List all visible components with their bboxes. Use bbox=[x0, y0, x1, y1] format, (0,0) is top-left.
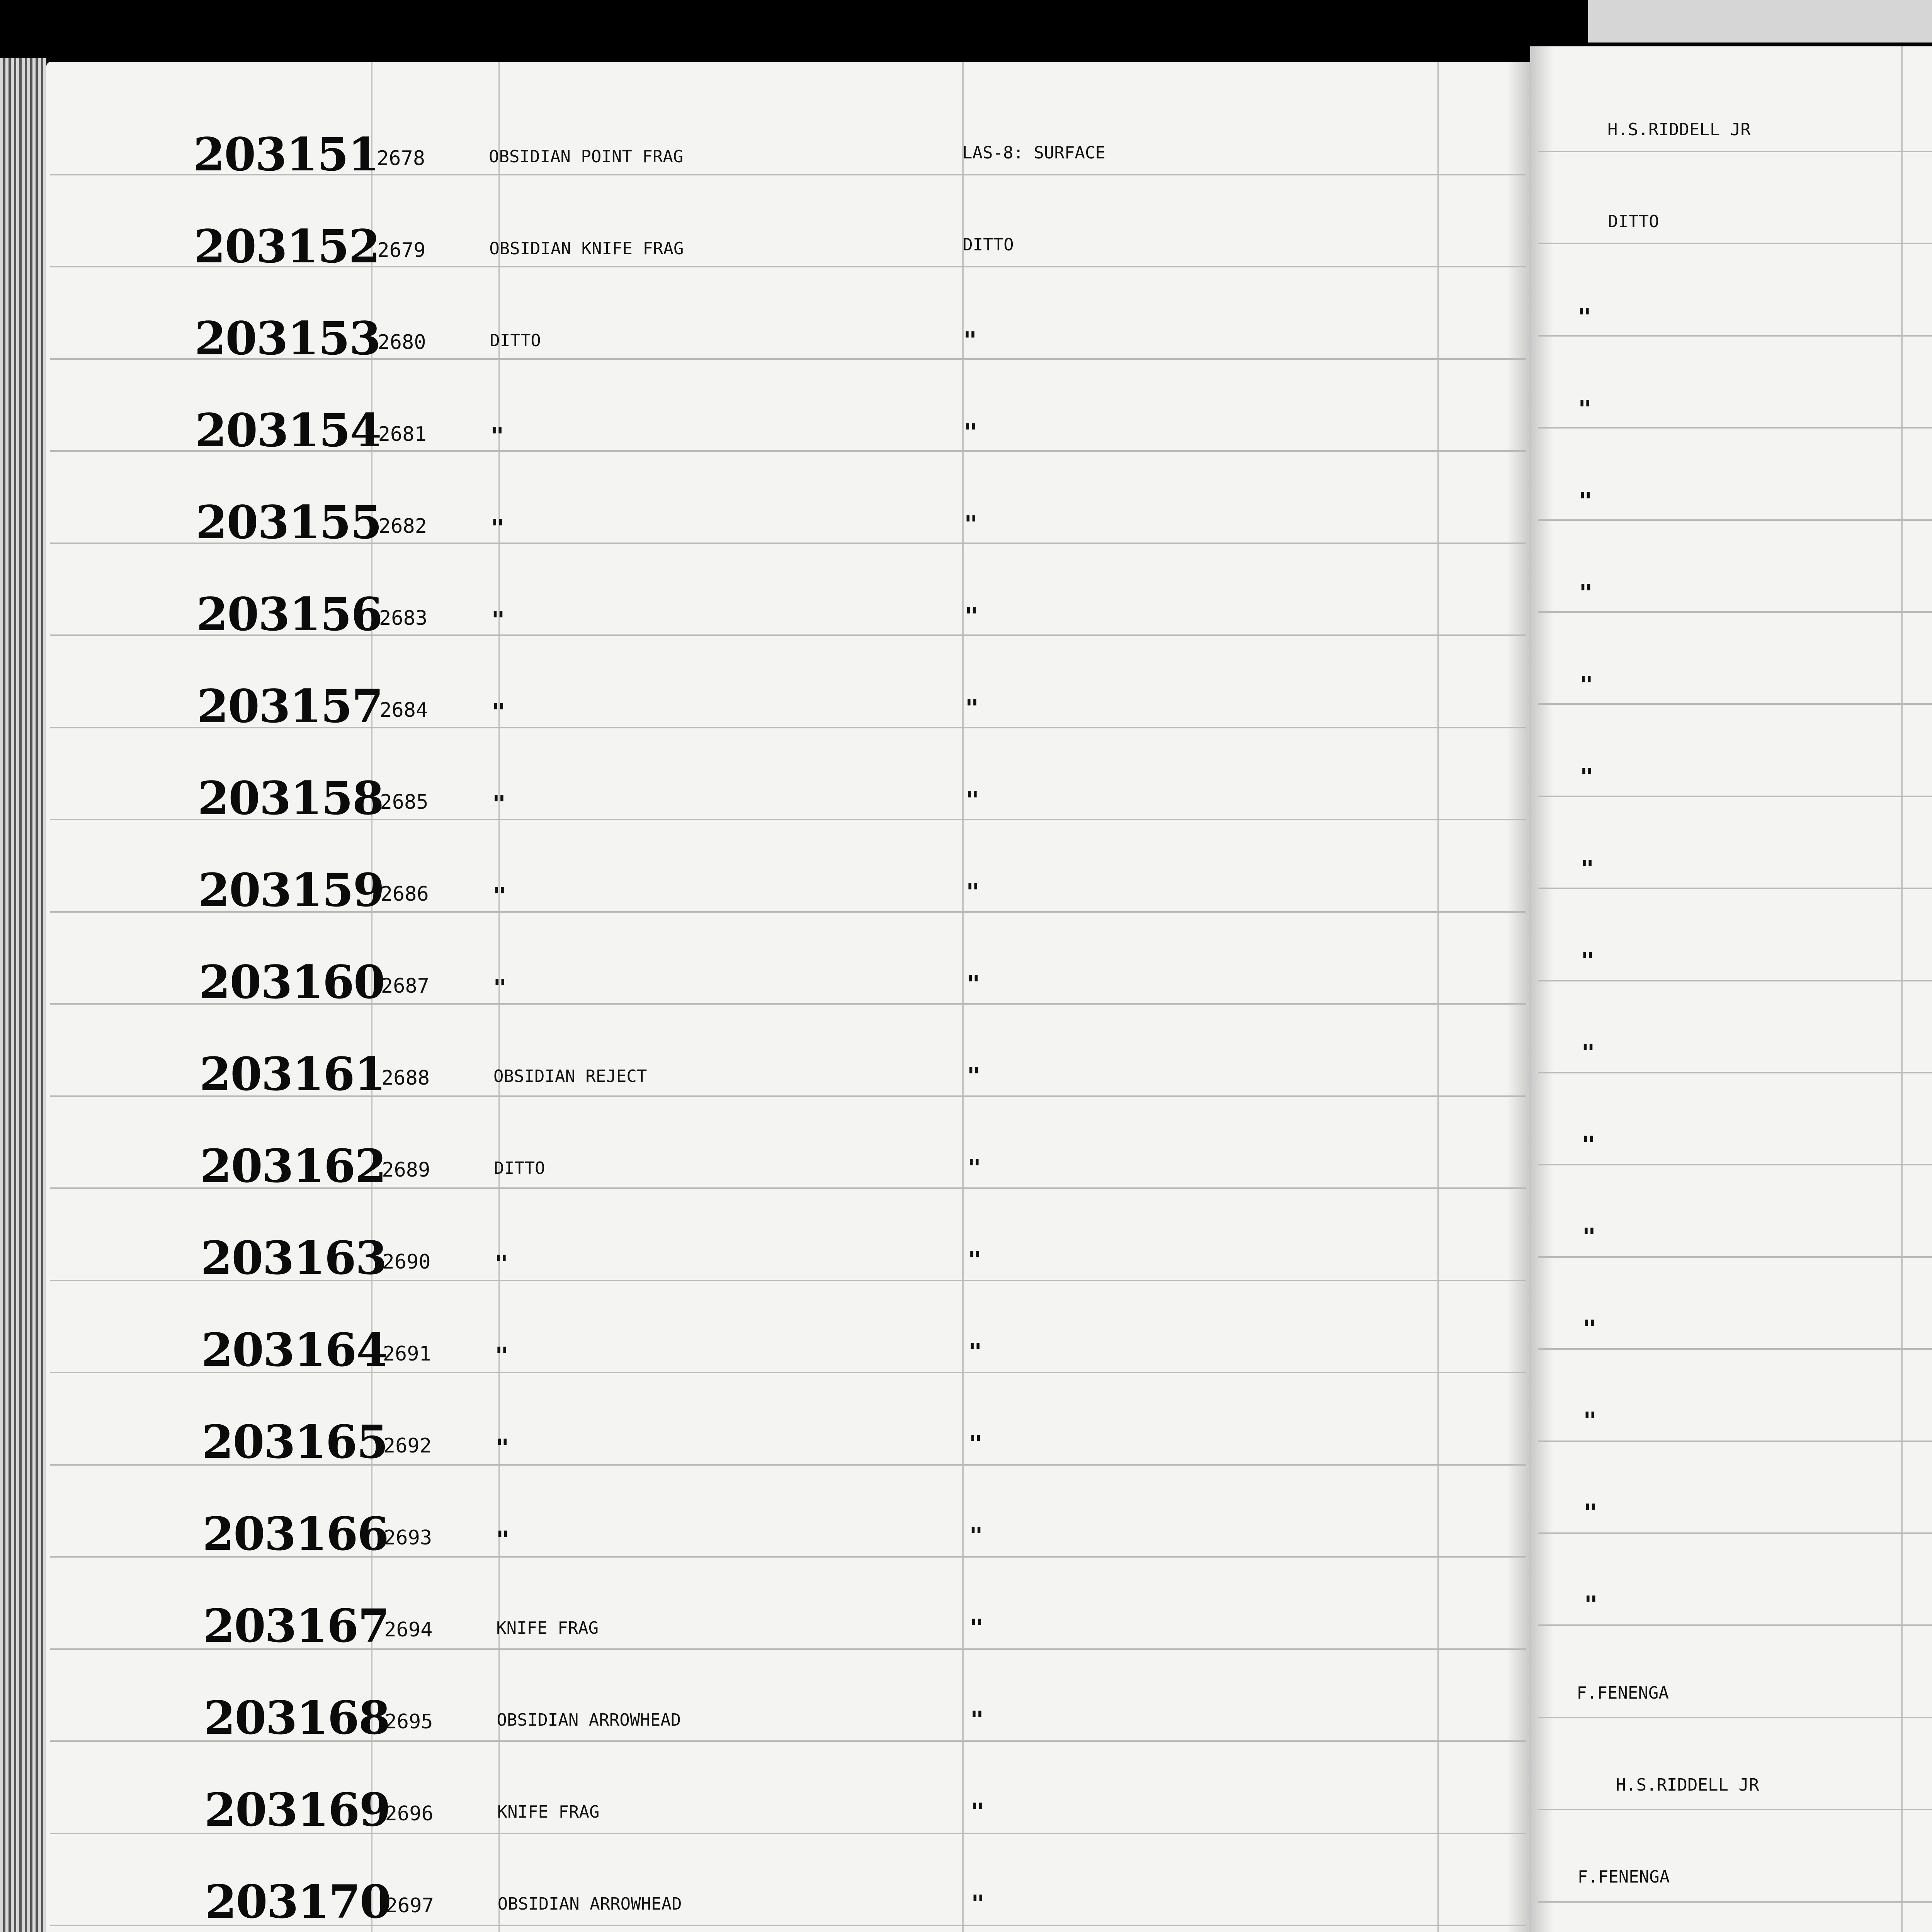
collector: " bbox=[1583, 1407, 1597, 1434]
field-number: 2689 bbox=[382, 1158, 430, 1182]
row-rule bbox=[1538, 611, 1932, 613]
field-number: 2685 bbox=[380, 791, 429, 814]
row-rule bbox=[1538, 151, 1932, 152]
catalog-number: 203157 bbox=[197, 679, 383, 733]
field-number: 2679 bbox=[377, 239, 426, 262]
row-rule bbox=[1538, 888, 1932, 889]
row-rule bbox=[1538, 1624, 1932, 1626]
locality: " bbox=[963, 419, 978, 446]
row-rule bbox=[1538, 1164, 1932, 1165]
field-number: 2687 bbox=[381, 975, 430, 998]
row-rule bbox=[1538, 1348, 1932, 1350]
field-number: 2696 bbox=[385, 1802, 434, 1825]
collector: " bbox=[1582, 1315, 1597, 1342]
locality: " bbox=[969, 1614, 984, 1641]
row-rule bbox=[1538, 1072, 1932, 1073]
collector: " bbox=[1583, 1499, 1598, 1526]
description: OBSIDIAN ARROWHEAD bbox=[497, 1894, 682, 1914]
collector: " bbox=[1577, 304, 1592, 331]
catalog-number: 203151 bbox=[193, 128, 379, 181]
catalog-number: 203165 bbox=[202, 1415, 388, 1469]
description: " bbox=[494, 1250, 509, 1277]
field-number: 2686 bbox=[380, 883, 429, 906]
locality: " bbox=[967, 1155, 981, 1182]
row-rule bbox=[1538, 1532, 1932, 1534]
catalog-number: 203154 bbox=[195, 403, 381, 457]
collector: " bbox=[1579, 580, 1593, 607]
description: OBSIDIAN KNIFE FRAG bbox=[489, 239, 684, 259]
locality: " bbox=[966, 879, 980, 906]
catalog-number: 203160 bbox=[199, 955, 385, 1009]
catalog-number: 203162 bbox=[200, 1139, 386, 1193]
field-number: 2688 bbox=[381, 1066, 430, 1090]
catalog-number: 203167 bbox=[203, 1599, 389, 1653]
field-number: 2680 bbox=[378, 331, 426, 354]
locality: " bbox=[965, 695, 979, 722]
description: DITTO bbox=[494, 1158, 545, 1178]
description: " bbox=[491, 607, 505, 634]
row-rule bbox=[1538, 519, 1932, 521]
collector: " bbox=[1578, 396, 1592, 423]
locality: DITTO bbox=[963, 235, 1014, 255]
left-page-edges bbox=[0, 58, 46, 1932]
locality: " bbox=[968, 1247, 982, 1274]
row-rule bbox=[1538, 980, 1932, 981]
row-rule bbox=[1538, 427, 1932, 429]
locality: " bbox=[966, 971, 980, 998]
catalog-number: 203156 bbox=[196, 587, 382, 641]
catalog-number: 203163 bbox=[201, 1231, 386, 1285]
locality: " bbox=[970, 1798, 985, 1825]
description: " bbox=[495, 1342, 509, 1369]
locality: " bbox=[968, 1430, 983, 1458]
collector: " bbox=[1580, 855, 1594, 883]
locality: " bbox=[967, 1063, 981, 1090]
catalog-number: 203169 bbox=[204, 1783, 390, 1837]
collector: F.FENENGA bbox=[1577, 1867, 1670, 1887]
field-number: 2682 bbox=[378, 515, 427, 538]
field-number: 2681 bbox=[378, 423, 427, 446]
description: DITTO bbox=[490, 331, 541, 350]
locality: " bbox=[968, 1338, 982, 1366]
catalog-number: 203152 bbox=[194, 219, 380, 273]
description: KNIFE FRAG bbox=[496, 1618, 599, 1638]
row-rule bbox=[1538, 1717, 1932, 1718]
row-rule bbox=[1538, 1440, 1932, 1442]
description: KNIFE FRAG bbox=[497, 1802, 600, 1822]
description: " bbox=[492, 883, 507, 910]
description: OBSIDIAN REJECT bbox=[493, 1066, 647, 1086]
row-rule bbox=[1538, 1809, 1932, 1810]
collector: " bbox=[1584, 1591, 1598, 1618]
catalog-number: 203168 bbox=[204, 1691, 389, 1745]
locality: " bbox=[964, 603, 979, 630]
description: " bbox=[493, 975, 507, 1002]
column-rule bbox=[1901, 46, 1903, 1932]
collector: H.S.RIDDELL JR bbox=[1616, 1775, 1759, 1795]
field-number: 2695 bbox=[384, 1710, 433, 1733]
description: " bbox=[490, 423, 504, 450]
collector: F.FENENGA bbox=[1577, 1683, 1669, 1703]
field-number: 2693 bbox=[384, 1526, 432, 1549]
catalog-number: 203158 bbox=[197, 771, 383, 825]
description: " bbox=[495, 1434, 509, 1461]
catalog-number: 203155 bbox=[196, 495, 382, 549]
catalog-number: 203159 bbox=[198, 863, 384, 917]
description: " bbox=[490, 515, 505, 542]
description: OBSIDIAN ARROWHEAD bbox=[497, 1710, 681, 1730]
description: OBSIDIAN POINT FRAG bbox=[489, 147, 684, 167]
field-number: 2692 bbox=[383, 1434, 432, 1458]
locality: LAS-8: SURFACE bbox=[962, 143, 1105, 163]
collector: " bbox=[1580, 947, 1595, 975]
locality: " bbox=[971, 1890, 985, 1917]
locality: " bbox=[964, 511, 978, 538]
catalog-number: 203170 bbox=[205, 1875, 391, 1929]
collector: " bbox=[1582, 1131, 1596, 1158]
catalog-number: 203166 bbox=[202, 1507, 388, 1561]
row-rule bbox=[1538, 703, 1932, 705]
catalog-number: 203161 bbox=[199, 1047, 385, 1101]
field-number: 2691 bbox=[383, 1342, 431, 1366]
collector: " bbox=[1579, 672, 1594, 699]
locality: " bbox=[970, 1706, 984, 1733]
catalog-number: 203153 bbox=[194, 311, 380, 365]
field-number: 2690 bbox=[382, 1250, 431, 1274]
column-rule bbox=[1437, 62, 1439, 1932]
description: " bbox=[496, 1526, 510, 1553]
page-tab bbox=[1588, 0, 1932, 43]
field-number: 2678 bbox=[377, 147, 425, 170]
locality: " bbox=[969, 1522, 983, 1549]
field-number: 2683 bbox=[379, 607, 428, 630]
row-rule bbox=[1538, 335, 1932, 337]
row-rule bbox=[1538, 796, 1932, 797]
collector: DITTO bbox=[1608, 212, 1659, 231]
locality: " bbox=[965, 787, 980, 814]
collector: " bbox=[1580, 764, 1594, 791]
field-number: 2694 bbox=[384, 1618, 433, 1641]
description: " bbox=[492, 791, 506, 818]
field-number: 2684 bbox=[379, 699, 428, 722]
collector: H.S.RIDDELL JR bbox=[1607, 120, 1751, 139]
row-rule bbox=[1538, 243, 1932, 244]
collector: " bbox=[1582, 1223, 1596, 1250]
collector: " bbox=[1578, 488, 1592, 515]
catalog-number: 203164 bbox=[201, 1323, 387, 1377]
row-rule bbox=[1538, 1256, 1932, 1258]
collector: " bbox=[1581, 1039, 1595, 1066]
row-rule bbox=[1538, 1901, 1932, 1903]
locality: " bbox=[963, 327, 977, 354]
description: " bbox=[492, 699, 506, 726]
field-number: 2697 bbox=[385, 1894, 434, 1917]
